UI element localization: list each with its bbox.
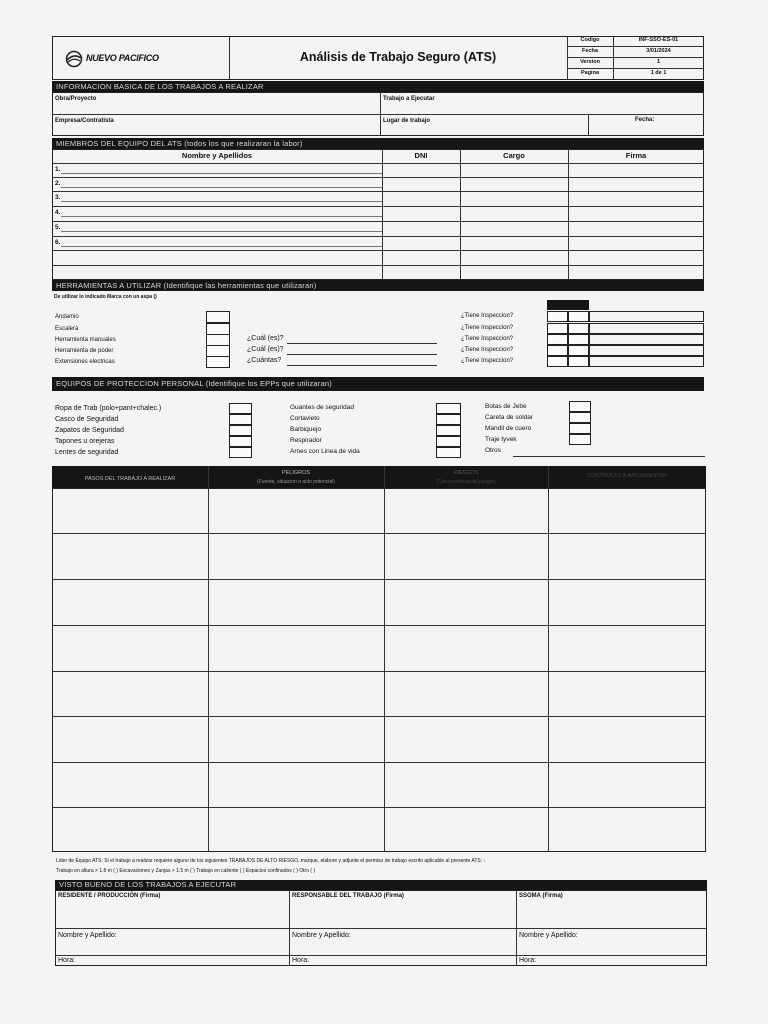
name-label: Nombre y Apellido: [292, 932, 351, 939]
inspection-no-checkbox[interactable] [568, 323, 589, 334]
logo-icon [63, 50, 85, 68]
inspection-notes-field[interactable] [589, 334, 704, 345]
tool-which-label: ¿Cuál (es)? [247, 335, 284, 342]
steps-col3-b: (Consecuencia del peligro) [436, 479, 496, 485]
col-dni: DNI [414, 151, 428, 160]
step-row-line [52, 762, 706, 763]
steps-table [52, 488, 706, 852]
fecha-label: Fecha: [635, 117, 655, 123]
epp-item-label: Traje tyvek [485, 436, 517, 443]
member-name-field[interactable] [61, 216, 382, 217]
empresa-label: Empresa/Contratista [55, 118, 114, 124]
epp-checkbox[interactable] [229, 414, 252, 425]
steps-col2-a: PELIGROS [281, 470, 311, 476]
step-row-line [52, 807, 706, 808]
epp-item-label: Otros [485, 447, 501, 454]
epp-checkbox[interactable] [229, 436, 252, 447]
members-col-line [460, 149, 461, 280]
meta-value: INF-SSO-ES-01 [638, 37, 679, 43]
member-name-field[interactable] [61, 201, 382, 202]
tool-label: Andamio [55, 314, 79, 320]
inspection-yes-checkbox[interactable] [547, 356, 568, 367]
inspection-no-checkbox[interactable] [568, 334, 589, 345]
members-col-line [382, 149, 383, 280]
epp-item-label: Cortavieto [290, 415, 320, 422]
steps-col-line [208, 466, 209, 852]
epp-item-label: Respirador [290, 437, 322, 444]
tool-label: Escalera [55, 326, 79, 332]
signature-label: RESIDENTE / PRODUCCIÓN (Firma) [58, 893, 161, 899]
inspection-notes-field[interactable] [589, 323, 704, 334]
info-col-line-2 [588, 114, 589, 136]
step-row-line [52, 625, 706, 626]
members-table [52, 149, 704, 280]
member-row-line [52, 250, 704, 251]
tool-which-label: ¿Cuál (es)? [247, 346, 284, 353]
member-name-field[interactable] [61, 246, 382, 247]
epp-checkbox[interactable] [569, 434, 591, 445]
epp-checkbox[interactable] [569, 401, 591, 412]
col-nombre: Nombre y Apellidos [181, 151, 253, 160]
alto-riesgo-note: Lider de Equipo ATS: Si el trabajo a realizar requiere alguno de los siguientes TRABAJOS DE ALTO RIESGO, marque, elabore y adjunte el permiso de trabajo escrito aplicable al presente ATS: ↓ [56, 858, 487, 864]
trabajo-label: Trabajo a Ejecutar [383, 96, 435, 102]
tool-inspection-label: ¿Tiene Inspeccion? [461, 358, 514, 364]
epp-checkbox[interactable] [569, 423, 591, 434]
meta-value: 1 [656, 59, 661, 65]
steps-col-line [548, 466, 549, 852]
alto-riesgo-options: Trabajo en altura > 1.8 m ( ) Excavaciones y Zanjas > 1.5 m ( ) Trabajo en caliente ( ) Espacios confinados ( ) Otro ( ) [56, 868, 316, 874]
tool-inspection-label: ¿Tiene Inspeccion? [461, 336, 514, 342]
member-row-line [52, 236, 704, 237]
inspection-no-checkbox[interactable] [568, 311, 589, 322]
tool-inspection-label: ¿Tiene Inspeccion? [461, 325, 514, 331]
header-meta-line-1 [567, 46, 704, 47]
tool-which-field[interactable] [287, 354, 437, 355]
meta-label: Pagina [580, 70, 600, 76]
tool-label: Herramienta de poder [55, 348, 114, 354]
col-cargo: Cargo [503, 151, 525, 160]
member-row-line [52, 177, 704, 178]
member-name-field[interactable] [61, 187, 382, 188]
inspection-notes-field[interactable] [589, 311, 704, 322]
tool-checkbox[interactable] [206, 311, 230, 323]
section-bar-epp: EQUIPOS DE PROTECCION PERSONAL (Identifique los EPPs que utilizaran) [52, 377, 704, 391]
epp-item-label: Barbiquejo [290, 426, 322, 433]
page-title: Análisis de Trabajo Seguro (ATS) [299, 50, 497, 64]
inspection-notes-field[interactable] [589, 356, 704, 367]
tool-inspection-label: ¿Tiene Inspeccion? [461, 347, 514, 353]
member-row-number: 3. [55, 194, 61, 201]
inspection-yes-checkbox[interactable] [547, 334, 568, 345]
member-name-field[interactable] [61, 173, 382, 174]
lugar-label: Lugar de trabajo [383, 118, 431, 124]
member-row-number: 1. [55, 166, 61, 173]
epp-checkbox[interactable] [436, 447, 461, 458]
meta-value: 3/01/2024 [646, 48, 671, 54]
epp-checkbox[interactable] [436, 403, 461, 414]
section-bar-visto-bueno: VISTO BUENO DE LOS TRABAJOS A EJECUTAR [55, 880, 707, 890]
member-row-number: 5. [55, 224, 61, 231]
tool-label: Herramienta manuales [55, 337, 116, 343]
vb-row-line [55, 955, 707, 956]
inspection-no-checkbox[interactable] [568, 345, 589, 356]
otros-line [513, 456, 705, 457]
epp-item-label: Mandil de cuero [485, 425, 532, 432]
tool-which-label: ¿Cuántas? [247, 357, 282, 364]
steps-col4: CONTROLES A IMPLEMENTAR [587, 473, 667, 479]
header-meta-line-2 [567, 57, 704, 58]
step-row-line [52, 716, 706, 717]
inspection-header [547, 300, 589, 310]
epp-item-label: Casco de Seguridad [55, 416, 119, 423]
steps-col2-b: (Fuente, situacion o acto potencial) [257, 479, 335, 485]
meta-label: Fecha [582, 48, 598, 54]
signature-label: RESPONSABLE DEL TRABAJO (Firma) [292, 893, 404, 899]
member-row-line [52, 163, 704, 164]
member-row-line [52, 265, 704, 266]
epp-item-label: Careta de soldar [485, 414, 534, 421]
member-row-line [52, 221, 704, 222]
hora-label: Hora: [292, 957, 310, 964]
epp-item-label: Tapones u orejeras [55, 438, 115, 445]
epp-item-label: Botas de Jebe [485, 403, 527, 410]
name-label: Nombre y Apellido: [519, 932, 578, 939]
inspection-yes-checkbox[interactable] [547, 345, 568, 356]
member-row-line [52, 206, 704, 207]
tool-which-field[interactable] [287, 343, 437, 344]
epp-checkbox[interactable] [436, 436, 461, 447]
member-row-number: 4. [55, 209, 61, 216]
logo-text: NUEVO PACIFICO [86, 53, 159, 63]
tool-label: Extensiones electricas [55, 359, 115, 365]
member-name-field[interactable] [61, 231, 382, 232]
tools-note: De utilizar lo indicado Marca con un aspa () [54, 294, 157, 300]
epp-checkbox[interactable] [436, 425, 461, 436]
member-row-number: 2. [55, 180, 61, 187]
inspection-no-checkbox[interactable] [568, 356, 589, 367]
steps-col-line [384, 466, 385, 852]
info-col-line [380, 92, 381, 136]
epp-item-label: Ropa de Trab (polo+pant+chalec.) [55, 405, 162, 412]
tool-inspection-label: ¿Tiene Inspeccion? [461, 313, 514, 319]
steps-col1: PASOS DEL TRABAJO A REALIZAR [84, 476, 176, 482]
steps-col3-a: RIESGOS [453, 470, 479, 476]
tool-checkbox[interactable] [206, 356, 230, 368]
epp-item-label: Lentes de seguridad [55, 449, 119, 456]
epp-item-label: Arnes con Linea de vida [290, 448, 360, 455]
vb-row-line [55, 928, 707, 929]
inspection-yes-checkbox[interactable] [547, 323, 568, 334]
signature-label: SSOMA (Firma) [519, 893, 563, 899]
info-row-line [52, 114, 704, 115]
step-row-line [52, 533, 706, 534]
meta-value: 1 de 1 [650, 70, 667, 76]
obra-label: Obra/Proyecto [55, 96, 97, 102]
inspection-notes-field[interactable] [589, 345, 704, 356]
members-col-line [568, 149, 569, 280]
member-row-number: 6. [55, 239, 61, 246]
tool-which-field[interactable] [287, 365, 437, 366]
epp-checkbox[interactable] [229, 425, 252, 436]
section-bar-members: MIEMBROS DEL EQUIPO DEL ATS (todos los que realizaran la labor) [52, 138, 704, 149]
epp-item-label: Zapatos de Seguridad [55, 427, 124, 434]
section-bar-info: INFORMACION BASICA DE LOS TRABAJOS A REALIZAR [52, 81, 704, 92]
epp-checkbox[interactable] [229, 403, 252, 414]
inspection-yes-checkbox[interactable] [547, 311, 568, 322]
meta-label: Version [580, 59, 600, 65]
header-meta-line-3 [567, 68, 704, 69]
member-row-line [52, 191, 704, 192]
epp-item-label: Guantes de seguridad [290, 404, 354, 411]
section-bar-tools: HERRAMIENTAS A UTILIZAR (Identifique las herramientas que utilizaran) [52, 280, 704, 291]
col-firma: Firma [625, 151, 647, 160]
hora-label: Hora: [519, 957, 537, 964]
meta-label: Codigo [580, 37, 600, 43]
epp-checkbox[interactable] [229, 447, 252, 458]
hora-label: Hora: [58, 957, 76, 964]
name-label: Nombre y Apellido: [58, 932, 117, 939]
epp-checkbox[interactable] [569, 412, 591, 423]
step-row-line [52, 579, 706, 580]
step-row-line [52, 671, 706, 672]
epp-checkbox[interactable] [436, 414, 461, 425]
